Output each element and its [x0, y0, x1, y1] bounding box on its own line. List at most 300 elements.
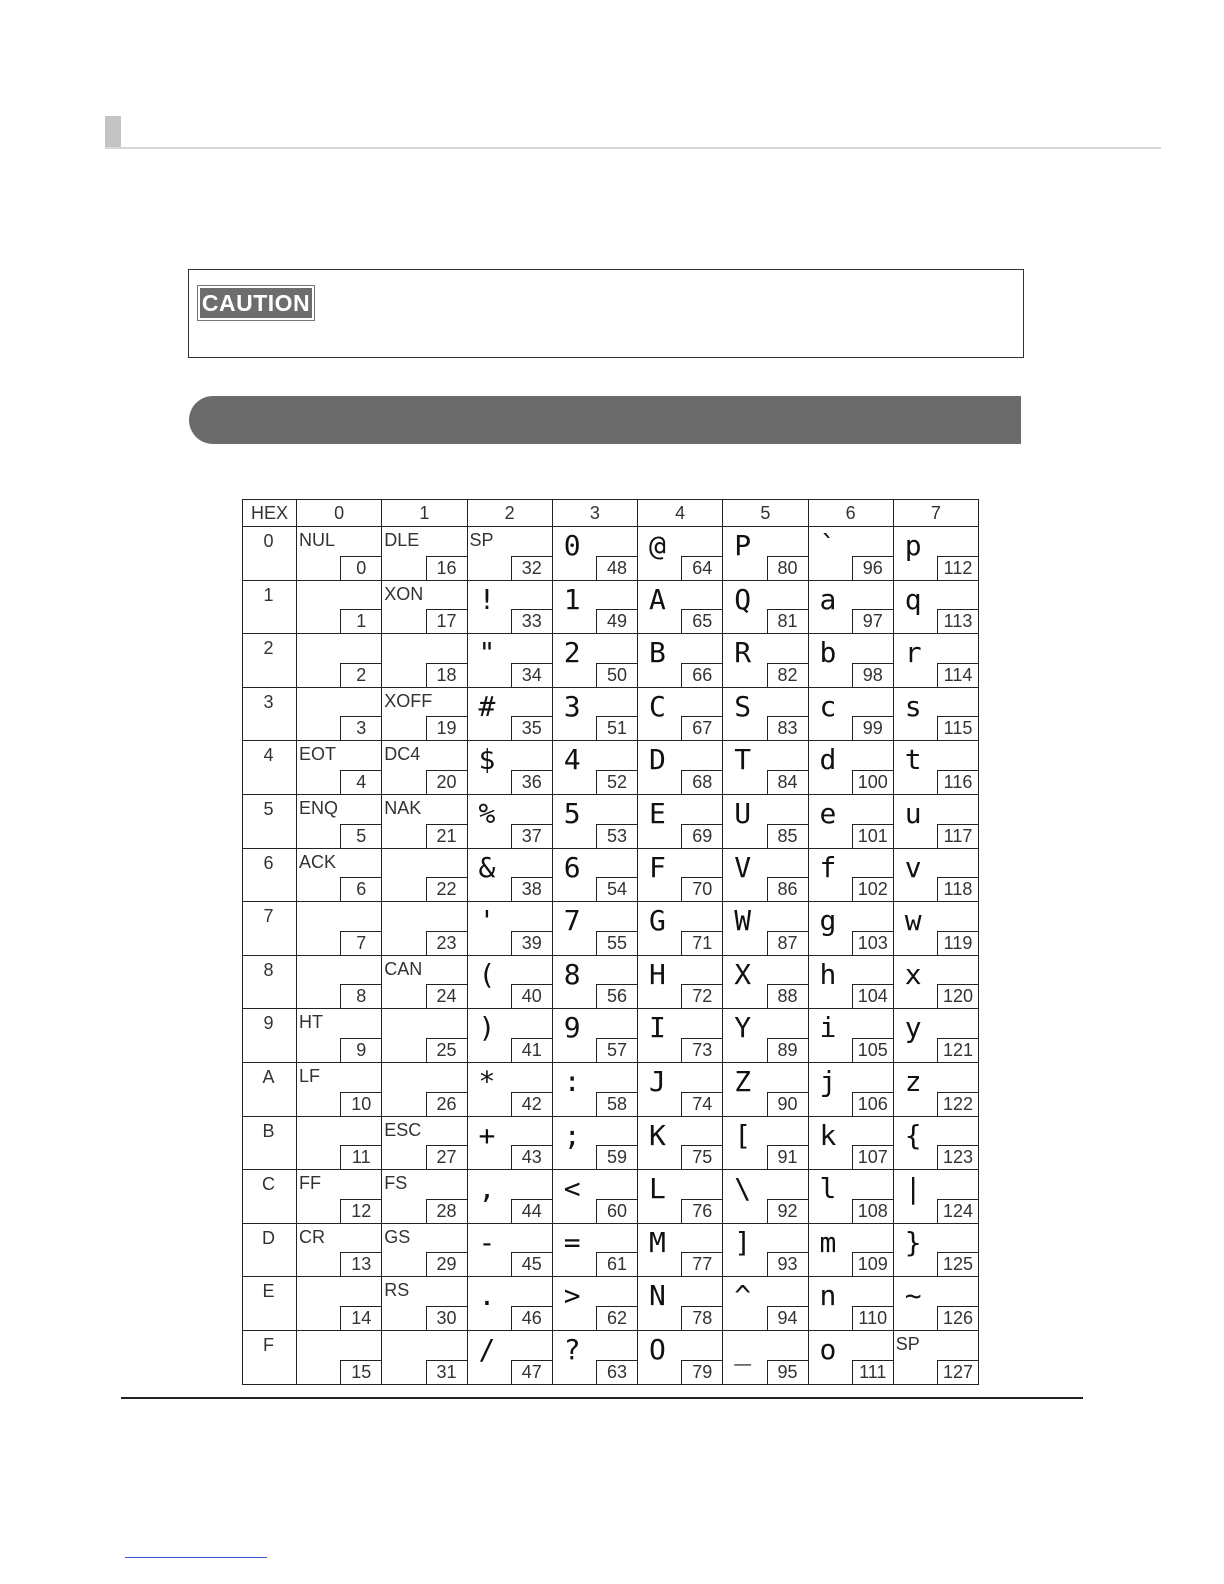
- decimal-code: 76: [681, 1199, 722, 1223]
- char-cell: [552, 1170, 637, 1224]
- decimal-code: 113: [937, 609, 978, 633]
- decimal-code: 20: [426, 770, 467, 794]
- char-cell: [638, 1009, 723, 1063]
- char-cell: [382, 1116, 467, 1170]
- decimal-code: 1: [340, 609, 381, 633]
- char-cell: [808, 1170, 893, 1224]
- char-cell: [467, 794, 552, 848]
- hex-corner-header: HEX: [243, 500, 297, 527]
- char-glyph: U: [734, 796, 752, 830]
- decimal-code: 116: [937, 770, 978, 794]
- char-glyph: -: [478, 1225, 496, 1259]
- char-cell: [297, 848, 382, 902]
- char-cell: [808, 1277, 893, 1331]
- row-hex-text: 0: [263, 531, 274, 551]
- row-hex-label: [243, 1170, 297, 1224]
- char-glyph: _: [734, 1332, 752, 1366]
- row-hex-text: 6: [263, 852, 274, 873]
- char-glyph: G: [649, 904, 666, 938]
- decimal-code: 35: [511, 716, 552, 740]
- char-cell: [467, 1116, 552, 1170]
- decimal-code: 125: [937, 1252, 978, 1276]
- char-cell: [297, 794, 382, 848]
- decimal-code: 127: [937, 1360, 978, 1384]
- decimal-code: 68: [681, 770, 722, 794]
- char-glyph: e: [819, 796, 837, 830]
- char-cell: [808, 955, 893, 1009]
- table-row: [243, 848, 979, 902]
- char-cell: [382, 1170, 467, 1224]
- char-cell: [893, 1170, 978, 1224]
- char-glyph: u: [904, 796, 922, 830]
- char-cell: [297, 1009, 382, 1063]
- decimal-code: 18: [426, 663, 467, 687]
- decimal-code: 29: [426, 1252, 467, 1276]
- char-glyph: +: [478, 1118, 496, 1152]
- decimal-code: 55: [596, 931, 637, 955]
- char-glyph: 5: [563, 796, 581, 830]
- row-hex-text: 7: [263, 906, 274, 927]
- control-code-label: DC4: [384, 744, 421, 765]
- char-glyph: \: [734, 1172, 752, 1206]
- decimal-code: 26: [426, 1092, 467, 1116]
- char-cell: [638, 1116, 723, 1170]
- char-cell: [893, 1277, 978, 1331]
- control-code-label: NAK: [384, 797, 422, 818]
- char-cell: [552, 527, 637, 581]
- control-code-label: RS: [384, 1280, 410, 1301]
- control-code-label: EOT: [299, 744, 337, 765]
- char-glyph: 6: [563, 850, 581, 884]
- decimal-code: 23: [426, 931, 467, 955]
- decimal-code: 89: [767, 1038, 808, 1062]
- char-cell: [808, 1062, 893, 1116]
- char-cell: [382, 848, 467, 902]
- char-glyph: Y: [734, 1011, 752, 1045]
- char-glyph: ;: [563, 1118, 581, 1152]
- char-cell: [638, 848, 723, 902]
- char-glyph: .: [478, 1279, 496, 1313]
- char-cell: [893, 1330, 978, 1384]
- decimal-code: 19: [426, 716, 467, 740]
- caution-badge: [197, 285, 315, 321]
- char-glyph: D: [649, 743, 666, 777]
- section-header-marker: [105, 116, 121, 148]
- char-cell: [297, 527, 382, 581]
- char-cell: [467, 527, 552, 581]
- char-glyph: ': [478, 904, 496, 938]
- decimal-code: 53: [596, 824, 637, 848]
- char-cell: [467, 1223, 552, 1277]
- table-header-row: [243, 500, 979, 527]
- char-glyph: @: [649, 529, 666, 562]
- char-glyph: X: [734, 957, 752, 991]
- decimal-code: 57: [596, 1038, 637, 1062]
- char-glyph: x: [904, 957, 922, 991]
- control-code-label: FF: [299, 1173, 321, 1194]
- decimal-code: 14: [340, 1306, 381, 1330]
- decimal-code: 6: [340, 877, 381, 901]
- decimal-code: 47: [511, 1360, 552, 1384]
- char-glyph: N: [649, 1279, 666, 1313]
- column-header: 1: [382, 500, 467, 527]
- char-glyph: /: [478, 1332, 496, 1366]
- decimal-code: 43: [511, 1145, 552, 1169]
- char-cell: [638, 1062, 723, 1116]
- ascii-code-table: [242, 499, 979, 1385]
- char-cell: [297, 741, 382, 795]
- decimal-code: 16: [426, 556, 467, 580]
- char-glyph: <: [563, 1172, 581, 1206]
- decimal-code: 99: [852, 716, 893, 740]
- char-cell: [723, 1223, 808, 1277]
- row-hex-label: [243, 634, 297, 688]
- char-glyph: h: [819, 957, 837, 991]
- char-cell: [552, 634, 637, 688]
- row-hex-text: E: [262, 1281, 275, 1302]
- char-glyph: o: [819, 1332, 837, 1366]
- char-cell: [382, 687, 467, 741]
- char-glyph: t: [904, 743, 922, 777]
- char-cell: [552, 794, 637, 848]
- char-cell: [382, 902, 467, 956]
- decimal-code: 87: [767, 931, 808, 955]
- char-cell: [552, 1062, 637, 1116]
- char-glyph: J: [649, 1064, 666, 1098]
- decimal-code: 54: [596, 877, 637, 901]
- char-cell: [638, 741, 723, 795]
- control-code-label: ESC: [384, 1119, 422, 1140]
- table-body: [243, 527, 979, 1385]
- decimal-code: 60: [596, 1199, 637, 1223]
- decimal-code: 103: [852, 931, 893, 955]
- decimal-code: 15: [340, 1360, 381, 1384]
- control-code-label: HT: [299, 1012, 323, 1033]
- decimal-code: 67: [681, 716, 722, 740]
- char-glyph: C: [649, 689, 666, 723]
- char-cell: [893, 687, 978, 741]
- decimal-code: 56: [596, 984, 637, 1008]
- char-cell: [723, 794, 808, 848]
- decimal-code: 52: [596, 770, 637, 794]
- decimal-code: 69: [681, 824, 722, 848]
- char-cell: [382, 580, 467, 634]
- char-cell: [638, 1277, 723, 1331]
- char-glyph: ): [478, 1011, 496, 1045]
- decimal-code: 39: [511, 931, 552, 955]
- char-cell: [893, 741, 978, 795]
- row-hex-text: 8: [263, 959, 274, 980]
- section-header-rule: [105, 147, 1161, 149]
- decimal-code: 66: [681, 663, 722, 687]
- decimal-code: 2: [340, 663, 381, 687]
- char-glyph: ": [478, 636, 496, 670]
- decimal-code: 73: [681, 1038, 722, 1062]
- char-cell: [893, 527, 978, 581]
- char-cell: [723, 1277, 808, 1331]
- char-cell: [638, 580, 723, 634]
- char-cell: [893, 955, 978, 1009]
- decimal-code: 85: [767, 824, 808, 848]
- char-glyph: 4: [563, 743, 581, 777]
- table-row: [243, 1009, 979, 1063]
- row-hex-text: 3: [263, 691, 274, 712]
- char-cell: [808, 634, 893, 688]
- char-glyph: y: [904, 1011, 922, 1045]
- char-cell: [467, 741, 552, 795]
- row-hex-text: B: [262, 1120, 275, 1141]
- char-cell: [893, 902, 978, 956]
- char-glyph: >: [563, 1279, 581, 1313]
- decimal-code: 40: [511, 984, 552, 1008]
- decimal-code: 120: [937, 984, 978, 1008]
- decimal-code: 17: [426, 609, 467, 633]
- char-glyph: Q: [734, 582, 752, 616]
- table-row: [243, 1062, 979, 1116]
- char-glyph: L: [649, 1172, 666, 1206]
- char-glyph: p: [904, 529, 922, 562]
- decimal-code: 61: [596, 1252, 637, 1276]
- char-glyph: l: [819, 1172, 837, 1206]
- column-header: 2: [467, 500, 552, 527]
- table-row: [243, 1277, 979, 1331]
- char-glyph: #: [478, 689, 496, 723]
- row-hex-label: [243, 580, 297, 634]
- char-cell: [638, 1223, 723, 1277]
- decimal-code: 124: [937, 1199, 978, 1223]
- char-cell: [467, 1009, 552, 1063]
- char-cell: [723, 527, 808, 581]
- decimal-code: 62: [596, 1306, 637, 1330]
- decimal-code: 58: [596, 1092, 637, 1116]
- decimal-code: 44: [511, 1199, 552, 1223]
- decimal-code: 32: [511, 556, 552, 580]
- table-row: [243, 955, 979, 1009]
- char-cell: [297, 1277, 382, 1331]
- table-row: [243, 1223, 979, 1277]
- char-cell: [638, 794, 723, 848]
- char-cell: [297, 902, 382, 956]
- char-cell: [808, 741, 893, 795]
- char-cell: [638, 955, 723, 1009]
- char-cell: [808, 1116, 893, 1170]
- column-header: 5: [723, 500, 808, 527]
- char-cell: [638, 527, 723, 581]
- row-hex-text: C: [262, 1174, 275, 1195]
- char-cell: [297, 1116, 382, 1170]
- char-cell: [382, 1223, 467, 1277]
- char-glyph: M: [649, 1225, 666, 1259]
- row-hex-text: 2: [263, 638, 274, 659]
- char-glyph: ~: [904, 1279, 922, 1313]
- column-header: 6: [808, 500, 893, 527]
- table-row: [243, 1170, 979, 1224]
- char-cell: [723, 848, 808, 902]
- char-glyph: 0: [563, 529, 581, 562]
- decimal-code: 105: [852, 1038, 893, 1062]
- row-hex-label: [243, 848, 297, 902]
- decimal-code: 24: [426, 984, 467, 1008]
- decimal-code: 12: [340, 1199, 381, 1223]
- decimal-code: 111: [852, 1360, 893, 1384]
- char-cell: [467, 1277, 552, 1331]
- char-glyph: W: [734, 904, 752, 938]
- char-glyph: =: [563, 1225, 581, 1259]
- decimal-code: 79: [681, 1360, 722, 1384]
- decimal-code: 71: [681, 931, 722, 955]
- decimal-code: 114: [937, 663, 978, 687]
- column-header: 4: [638, 500, 723, 527]
- char-glyph: d: [819, 743, 837, 777]
- decimal-code: 115: [937, 716, 978, 740]
- char-glyph: S: [734, 689, 752, 723]
- char-glyph: 3: [563, 689, 581, 723]
- decimal-code: 5: [340, 824, 381, 848]
- decimal-code: 65: [681, 609, 722, 633]
- decimal-code: 121: [937, 1038, 978, 1062]
- table-row: [243, 794, 979, 848]
- decimal-code: 86: [767, 877, 808, 901]
- decimal-code: 46: [511, 1306, 552, 1330]
- char-cell: [893, 1009, 978, 1063]
- char-cell: [893, 794, 978, 848]
- row-hex-text: 4: [263, 745, 274, 766]
- decimal-code: 107: [852, 1145, 893, 1169]
- char-glyph: A: [649, 582, 666, 616]
- char-cell: [552, 1330, 637, 1384]
- decimal-code: 94: [767, 1306, 808, 1330]
- decimal-code: 63: [596, 1360, 637, 1384]
- char-glyph: ^: [734, 1279, 752, 1313]
- control-code-label: ENQ: [299, 797, 339, 818]
- row-hex-text: D: [262, 1227, 275, 1248]
- decimal-code: 102: [852, 877, 893, 901]
- char-glyph: *: [478, 1064, 496, 1098]
- row-hex-label: [243, 687, 297, 741]
- decimal-code: 101: [852, 824, 893, 848]
- char-glyph: ]: [734, 1225, 752, 1259]
- char-glyph: s: [904, 689, 922, 723]
- char-cell: [723, 580, 808, 634]
- table-row: [243, 741, 979, 795]
- char-cell: [552, 1223, 637, 1277]
- char-cell: [808, 580, 893, 634]
- caution-box: [188, 269, 1024, 358]
- row-hex-label: [243, 1223, 297, 1277]
- control-code-label: ACK: [299, 851, 337, 872]
- char-cell: [382, 794, 467, 848]
- decimal-code: 49: [596, 609, 637, 633]
- char-cell: [638, 687, 723, 741]
- char-glyph: R: [734, 636, 752, 670]
- decimal-code: 28: [426, 1199, 467, 1223]
- decimal-code: 123: [937, 1145, 978, 1169]
- char-cell: [808, 902, 893, 956]
- char-cell: [638, 1170, 723, 1224]
- control-code-label: CR: [299, 1226, 325, 1247]
- decimal-code: 77: [681, 1252, 722, 1276]
- char-cell: [467, 902, 552, 956]
- char-glyph: ,: [478, 1172, 496, 1206]
- decimal-code: 126: [937, 1306, 978, 1330]
- control-code-label: DLE: [384, 530, 420, 550]
- char-cell: [723, 741, 808, 795]
- char-glyph: }: [904, 1225, 922, 1259]
- row-hex-label: [243, 1330, 297, 1384]
- char-cell: [467, 1062, 552, 1116]
- decimal-code: 122: [937, 1092, 978, 1116]
- char-cell: [893, 848, 978, 902]
- control-code-label: XON: [384, 583, 424, 604]
- control-code-label: LF: [299, 1065, 321, 1086]
- char-cell: [382, 527, 467, 581]
- char-cell: [467, 687, 552, 741]
- decimal-code: 74: [681, 1092, 722, 1116]
- decimal-code: 4: [340, 770, 381, 794]
- table-row: [243, 902, 979, 956]
- decimal-code: 109: [852, 1252, 893, 1276]
- decimal-code: 112: [937, 556, 978, 580]
- char-glyph: z: [904, 1064, 922, 1098]
- row-hex-label: [243, 902, 297, 956]
- char-cell: [382, 634, 467, 688]
- char-cell: [552, 955, 637, 1009]
- decimal-code: 37: [511, 824, 552, 848]
- decimal-code: 10: [340, 1092, 381, 1116]
- char-cell: [382, 1277, 467, 1331]
- decimal-code: 108: [852, 1199, 893, 1223]
- control-code-label: SP: [469, 530, 494, 550]
- char-glyph: F: [649, 850, 666, 884]
- char-cell: [552, 1116, 637, 1170]
- char-cell: [723, 955, 808, 1009]
- char-cell: [893, 1062, 978, 1116]
- char-cell: [382, 955, 467, 1009]
- char-cell: [723, 1170, 808, 1224]
- decimal-code: 8: [340, 984, 381, 1008]
- char-glyph: V: [734, 850, 752, 884]
- decimal-code: 42: [511, 1092, 552, 1116]
- decimal-code: 106: [852, 1092, 893, 1116]
- char-cell: [467, 1170, 552, 1224]
- decimal-code: 119: [937, 931, 978, 955]
- table-row: [243, 1116, 979, 1170]
- char-glyph: q: [904, 582, 922, 616]
- char-cell: [723, 1116, 808, 1170]
- char-glyph: ?: [563, 1332, 581, 1366]
- char-glyph: 1: [563, 582, 581, 616]
- char-cell: [808, 1009, 893, 1063]
- char-glyph: 2: [563, 636, 581, 670]
- decimal-code: 90: [767, 1092, 808, 1116]
- char-glyph: j: [819, 1064, 837, 1098]
- char-cell: [467, 1330, 552, 1384]
- decimal-code: 30: [426, 1306, 467, 1330]
- char-glyph: i: [819, 1011, 837, 1045]
- decimal-code: 80: [767, 556, 808, 580]
- control-code-label: FS: [384, 1173, 408, 1194]
- control-code-label: GS: [384, 1226, 411, 1247]
- char-cell: [808, 848, 893, 902]
- char-glyph: b: [819, 636, 837, 670]
- row-hex-label: [243, 527, 297, 581]
- row-hex-text: 5: [263, 798, 274, 819]
- decimal-code: 97: [852, 609, 893, 633]
- char-glyph: |: [904, 1172, 922, 1206]
- char-cell: [297, 580, 382, 634]
- char-cell: [723, 902, 808, 956]
- decimal-code: 104: [852, 984, 893, 1008]
